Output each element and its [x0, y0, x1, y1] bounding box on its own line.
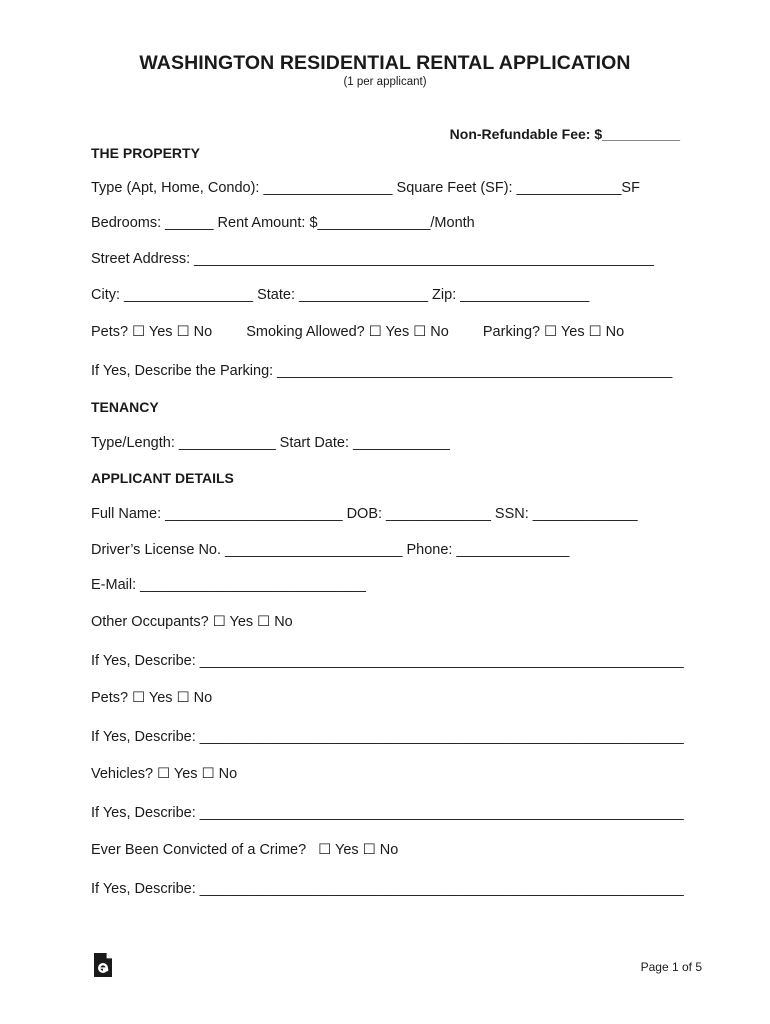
applicant-pets-no-checkbox[interactable]: ☐: [176, 690, 190, 706]
crime-label: Ever Been Convicted of a Crime?: [91, 842, 307, 858]
occupants-yes-label: Yes: [229, 614, 254, 630]
parking-describe-line: If Yes, Describe the Parking: _________________________________________________: [91, 363, 673, 379]
pets-yes-label: Yes: [148, 324, 173, 340]
parking-no-checkbox[interactable]: ☐: [588, 324, 602, 340]
crime-row: [91, 842, 398, 858]
property-street-line: Street Address: _________________________________________________________: [91, 251, 654, 267]
occupants-describe-line: If Yes, Describe: ____________________________________________________________: [91, 653, 684, 669]
document-logo-icon: [92, 952, 114, 978]
property-type-line: Type (Apt, Home, Condo): ________________ Square Feet (SF): _____________SF: [91, 180, 640, 196]
occupants-no-checkbox[interactable]: ☐: [257, 614, 271, 630]
vehicles-no-label: No: [218, 766, 238, 782]
page-title: WASHINGTON RESIDENTIAL RENTAL APPLICATION: [139, 52, 631, 74]
vehicles-row: [91, 766, 237, 782]
crime-yes-label: Yes: [335, 842, 359, 858]
smoking-no-checkbox[interactable]: ☐: [413, 324, 427, 340]
applicant-email-line: E-Mail: ____________________________: [91, 577, 366, 593]
property-bedrooms-line: Bedrooms: ______ Rent Amount: $______________/Month: [91, 215, 475, 231]
applicant-pets-row: [91, 690, 212, 706]
non-refundable-fee: Non-Refundable Fee: $__________: [449, 126, 680, 142]
applicant-pets-yes-label: Yes: [148, 690, 173, 706]
smoking-yes-label: Yes: [385, 324, 410, 340]
vehicles-label: Vehicles?: [91, 766, 154, 782]
applicant-license-line: Driver’s License No. ______________________ Phone: ______________: [91, 542, 570, 558]
pets-no-checkbox[interactable]: ☐: [176, 324, 190, 340]
property-city-line: City: ________________ State: ________________ Zip: ________________: [91, 287, 590, 303]
crime-no-label: No: [379, 842, 399, 858]
occupants-no-label: No: [274, 614, 293, 630]
pets-label: Pets?: [91, 324, 129, 340]
crime-yes-checkbox[interactable]: ☐: [318, 842, 332, 858]
page-number: Page 1 of 5: [640, 960, 702, 974]
section-heading-applicant: APPLICANT DETAILS: [91, 470, 234, 486]
vehicles-no-checkbox[interactable]: ☐: [201, 766, 215, 782]
tenancy-type-line: Type/Length: ____________ Start Date: ____________: [91, 435, 450, 451]
applicant-pets-no-label: No: [193, 690, 213, 706]
page-subtitle: (1 per applicant): [343, 76, 427, 88]
applicant-pets-label: Pets?: [91, 690, 129, 706]
section-heading-property: THE PROPERTY: [91, 145, 200, 161]
vehicles-yes-label: Yes: [173, 766, 198, 782]
applicant-name-line: Full Name: ______________________ DOB: _____________ SSN: _____________: [91, 506, 638, 522]
smoking-label: Smoking Allowed?: [246, 324, 365, 340]
parking-yes-checkbox[interactable]: ☐: [544, 324, 558, 340]
crime-no-checkbox[interactable]: ☐: [362, 842, 376, 858]
pets-describe-line: If Yes, Describe: ____________________________________________________________: [91, 729, 684, 745]
vehicles-yes-checkbox[interactable]: ☐: [157, 766, 171, 782]
occupants-label: Other Occupants?: [91, 614, 209, 630]
smoking-yes-checkbox[interactable]: ☐: [368, 324, 382, 340]
occupants-yes-checkbox[interactable]: ☐: [212, 614, 226, 630]
section-heading-tenancy: TENANCY: [91, 399, 159, 415]
parking-yes-label: Yes: [560, 324, 585, 340]
pets-yes-checkbox[interactable]: ☐: [132, 324, 146, 340]
smoking-no-label: No: [430, 324, 449, 340]
property-checkbox-row: [91, 324, 624, 340]
pets-no-label: No: [193, 324, 213, 340]
applicant-pets-yes-checkbox[interactable]: ☐: [132, 690, 146, 706]
crime-describe-line: If Yes, Describe: ____________________________________________________________: [91, 881, 684, 897]
occupants-row: [91, 614, 293, 630]
parking-no-label: No: [605, 324, 625, 340]
parking-label: Parking?: [482, 324, 541, 340]
vehicles-describe-line: If Yes, Describe: ____________________________________________________________: [91, 805, 684, 821]
